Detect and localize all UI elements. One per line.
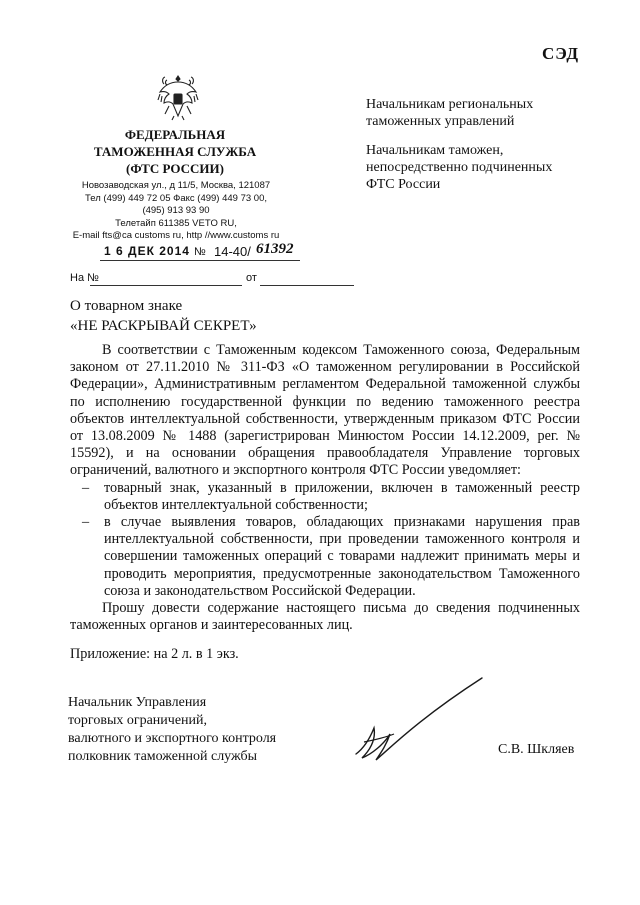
list-item-text: в случае выявления товаров, обладающих признаками нарушения прав интеллектуальной собственности, при проведении таможенного контроля и совершении таможенных операций с товарами надлежит принимать меры и проводить мероприятия, предусмотренные законодательством Таможенного союза и законодательством Российской Федерации.	[104, 514, 580, 599]
document-mark: СЭД	[542, 44, 580, 63]
body-paragraph: В соответствии с Таможенным кодексом Таможенного союза, Федеральным законом от 27.11.2010 № 311-ФЗ «О таможенном регулировании в Российской Федерации», Административным регламентом Федеральной таможенной службы по исполнению государственной функции по ведению таможенного реестра объектов интеллектуальной собственности, утвержденным приказом ФТС России от 13.08.2009 № 1488 (зарегистрирован Минюстом России 14.12.2009, рег. № 15592), и на основании обращения правообладателя Управление торговых ограничений, валютного и экспортного контроля ФТС России уведомляет:	[70, 342, 580, 479]
list-dash: –	[82, 514, 90, 531]
registration-date: 1 6 ДЕК 2014	[104, 244, 190, 258]
subject-line: «НЕ РАСКРЫВАЙ СЕКРЕТ»	[70, 318, 257, 334]
coat-of-arms-emblem	[156, 72, 200, 122]
reference-date-label: от	[246, 272, 257, 284]
registration-number-label: №	[194, 246, 206, 258]
signer-line: торговых ограничений,	[68, 713, 208, 728]
handwritten-number: 61392	[256, 241, 294, 257]
recipient-group-2	[366, 142, 552, 193]
address-line: Тел (499) 449 72 05 Факс (499) 449 73 00,	[84, 192, 268, 204]
reference-date-blank	[260, 285, 354, 286]
registration-row	[70, 241, 300, 264]
org-short-name: (ФТС РОССИИ)	[126, 161, 224, 176]
list-item	[70, 480, 580, 514]
signer-line: Начальник Управления	[68, 695, 207, 710]
body-paragraph: Прошу довести содержание настоящего письма до сведения подчиненных таможенных органов и заинтересованных лиц.	[70, 600, 580, 634]
letter-body	[70, 342, 580, 634]
recipient-line: таможенных управлений	[366, 114, 515, 129]
signer-position	[68, 694, 276, 766]
address-line: Новозаводская ул., д 11/5, Москва, 121087	[81, 180, 271, 191]
letter-subject	[70, 296, 257, 336]
recipient-line: Начальникам таможен,	[366, 143, 504, 158]
subject-line: О товарном знаке	[70, 298, 183, 314]
address-line: (495) 913 93 90	[142, 205, 210, 216]
recipient-line: ФТС России	[366, 177, 441, 192]
signer-line: полковник таможенной службы	[68, 749, 258, 764]
recipient-group-1	[366, 96, 533, 130]
address-line: Телетайп 611385 VETO RU,	[115, 217, 237, 229]
reference-row	[70, 272, 300, 290]
list-item-text: товарный знак, указанный в приложении, включен в таможенный реестр объектов интеллектуальной собственности;	[104, 479, 580, 513]
registration-number: 14-40/	[214, 244, 251, 259]
recipient-line: Начальникам региональных	[366, 97, 534, 112]
organization-address	[60, 180, 292, 243]
reference-number-blank	[90, 285, 242, 286]
appendix-note: Приложение: на 2 л. в 1 экз.	[70, 646, 239, 662]
recipient-line: непосредственно подчиненных	[366, 160, 553, 175]
address-line: E-mail fts@ca customs ru, http //www.customs ru	[72, 230, 280, 241]
org-name-line2: ТАМОЖЕННАЯ СЛУЖБА	[93, 144, 257, 159]
registration-underline	[100, 260, 300, 261]
signer-name: С.В. Шкляев	[498, 742, 575, 757]
signer-line: валютного и экспортного контроля	[68, 731, 277, 746]
list-dash: –	[82, 479, 90, 496]
organization-block	[90, 126, 260, 177]
reference-number-label: На №	[70, 272, 99, 284]
handwritten-signature	[350, 668, 490, 768]
list-item	[70, 514, 580, 600]
org-name-line1: ФЕДЕРАЛЬНАЯ	[124, 127, 226, 142]
